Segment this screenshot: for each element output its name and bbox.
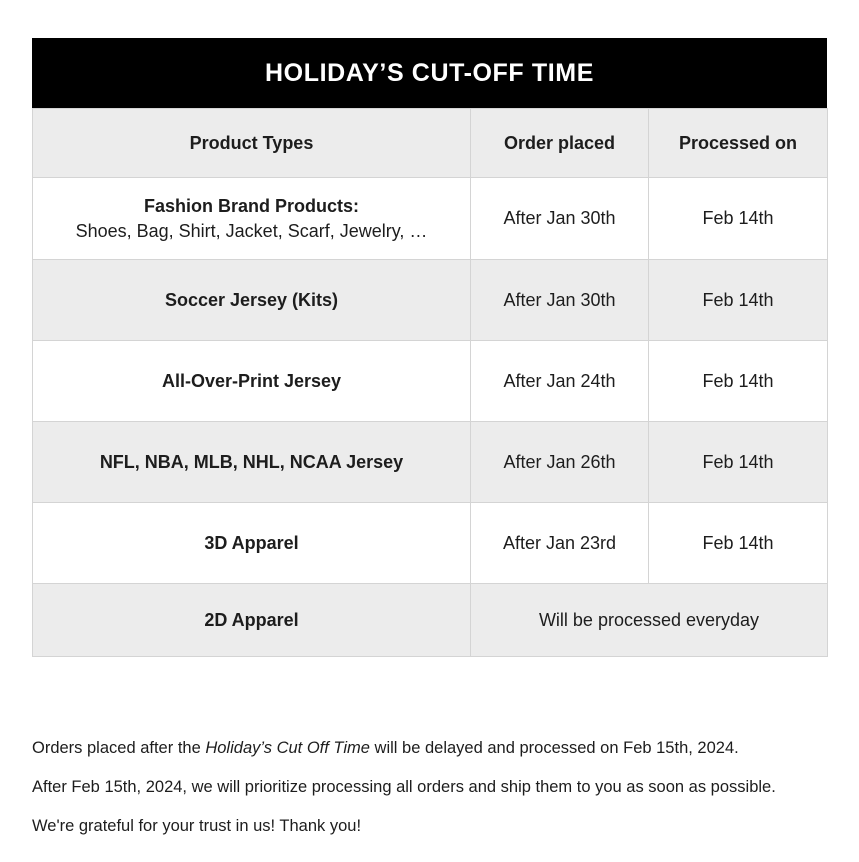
order-placed-cell: After Jan 24th — [471, 341, 649, 422]
title-bar — [32, 38, 827, 108]
order-placed-cell: After Jan 26th — [471, 422, 649, 503]
column-header-processed-on: Processed on — [649, 109, 828, 178]
product-subtext: Shoes, Bag, Shirt, Jacket, Scarf, Jewelry, … — [75, 220, 428, 241]
order-placed-cell: After Jan 30th — [471, 260, 649, 341]
page-title: HOLIDAY’S CUT-OFF TIME — [265, 58, 594, 87]
table-row — [33, 422, 828, 503]
product-cell: NFL, NBA, MLB, NHL, NCAA Jersey — [33, 422, 471, 503]
product-cell — [33, 178, 471, 260]
order-placed-cell: After Jan 23rd — [471, 503, 649, 584]
product-cell: 3D Apparel — [33, 503, 471, 584]
cutoff-sheet — [32, 38, 827, 657]
processed-on-cell: Feb 14th — [649, 422, 828, 503]
footnote-2: After Feb 15th, 2024, we will prioritize processing all orders and ship them to you as soon as possible. — [32, 778, 776, 796]
footnotes — [32, 738, 852, 855]
cutoff-table — [32, 108, 828, 657]
table-row — [33, 584, 828, 657]
header-row — [33, 109, 828, 178]
processed-on-cell: Feb 14th — [649, 260, 828, 341]
product-cell: All-Over-Print Jersey — [33, 341, 471, 422]
footnote-3: We're grateful for your trust in us! Thank you! — [32, 817, 362, 835]
product-cell: 2D Apparel — [33, 584, 471, 657]
table-row — [33, 341, 828, 422]
processed-on-cell: Feb 14th — [649, 341, 828, 422]
product-name: Fashion Brand Products: — [143, 195, 359, 216]
table-row — [33, 503, 828, 584]
footnote-1-prefix: Orders placed after the — [32, 739, 206, 757]
processed-on-cell: Feb 14th — [649, 178, 828, 260]
processed-on-cell: Feb 14th — [649, 503, 828, 584]
footnote-1 — [32, 738, 852, 758]
table-row — [33, 260, 828, 341]
column-header-order-placed: Order placed — [471, 109, 649, 178]
order-placed-cell: After Jan 30th — [471, 178, 649, 260]
merged-note-cell: Will be processed everyday — [471, 584, 828, 657]
footnote-1-suffix: will be delayed and processed on Feb 15th, 2024. — [369, 739, 739, 757]
column-header-product-types: Product Types — [33, 109, 471, 178]
product-cell: Soccer Jersey (Kits) — [33, 260, 471, 341]
table-row — [33, 178, 828, 260]
footnote-1-italic: Holiday’s Cut Off Time — [205, 739, 370, 757]
